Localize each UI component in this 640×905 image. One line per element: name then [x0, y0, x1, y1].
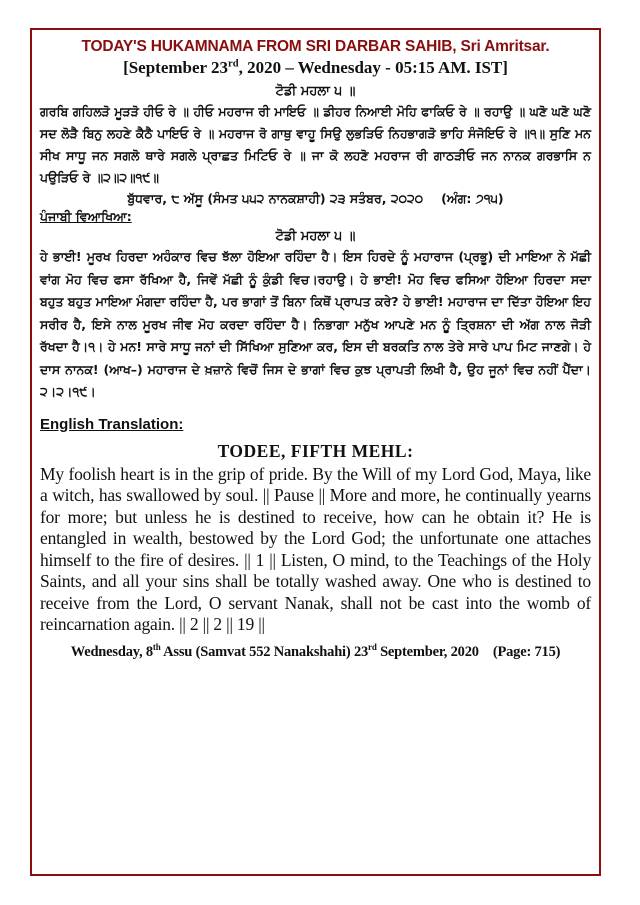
english-date-part3: September, 2020 [376, 643, 479, 660]
page-title: TODAY'S HUKAMNAMA FROM SRI DARBAR SAHIB, Sri Amritsar. [81, 38, 550, 55]
gurbani-raag-heading: ਟੋਡੀ ਮਹਲਾ ੫ ॥ [275, 84, 356, 99]
punjabi-explanation-label: ਪੰਜਾਬੀ ਵਿਆਖਿਆ: [40, 209, 132, 224]
ang-number: (ਅੰਗ: ੭੧੫) [441, 191, 504, 206]
english-date-part2: Assu (Samvat 552 Nanakshahi) 23 [160, 643, 369, 660]
punjabi-date-line [40, 191, 591, 207]
english-translation-text: My foolish heart is in the grip of pride. By the Will of my Lord God, Maya, like a witch, has swallowed by soul. || Pause || More and more, he continually yearns for more; but unless he is destined to receive, how can he obtain it? He is entangled in wealth, bestowed by the Lord God; the unfortunate one attaches himself to the fire of desires. || 1 || Listen, O mind, to the Teachings of the Holy Saints, and all your sins shall be totally washed away. One who is destined to receive from the Lord, O servant Nanak, shall not be cast into the womb of reincarnation again. || 2 || 2 || 19 || [40, 463, 591, 634]
punjabi-explanation-text: ਹੇ ਭਾਈ! ਮੂਰਖ ਹਿਰਦਾ ਅਹੰਕਾਰ ਵਿਚ ਝੱਲਾ ਹੋਇਆ ਰਹਿੰਦਾ ਹੈ। ਇਸ ਹਿਰਦੇ ਨੂੰ ਮਹਾਰਾਜ (ਪ੍ਰਭੂ) ਦੀ ਮਾਇਆ ਨੇ ਮੱਛੀ ਵਾਂਗ ਮੋਹ ਵਿਚ ਫਸਾ ਰੱਖਿਆ ਹੈ, ਜਿਵੇਂ ਮੱਛੀ ਨੂੰ ਕੁੰਡੀ ਵਿਚ।ਰਹਾਉ। ਹੇ ਭਾਈ! ਮੋਹ ਵਿਚ ਫਸਿਆ ਹੋਇਆ ਹਿਰਦਾ ਸਦਾ ਬਹੁਤ ਬਹੁਤ ਮਾਇਆ ਮੰਗਦਾ ਰਹਿੰਦਾ ਹੈ, ਪਰ ਭਾਗਾਂ ਤੋਂ ਬਿਨਾ ਕਿਥੋਂ ਪ੍ਰਾਪਤ ਕਰੇ? ਹੇ ਭਾਈ! ਮਹਾਰਾਜ ਦਾ ਦਿੱਤਾ ਹੋਇਆ ਇਹ ਸਰੀਰ ਹੈ, ਇਸੇ ਨਾਲ ਮੂਰਖ ਜੀਵ ਮੋਹ ਕਰਦਾ ਰਹਿੰਦਾ ਹੈ। ਨਿਭਾਗਾ ਮਨੁੱਖ ਆਪਣੇ ਮਨ ਨੂੰ ਤ੍ਰਿਸ਼ਨਾ ਦੀ ਅੱਗ ਨਾਲ ਜੋੜੀ ਰੱਖਦਾ ਹੈ।੧। ਹੇ ਮਨ! ਸਾਰੇ ਸਾਧੂ ਜਨਾਂ ਦੀ ਸਿੱਖਿਆ ਸੁਣਿਆ ਕਰ, ਇਸ ਦੀ ਬਰਕਤਿ ਨਾਲ ਤੇਰੇ ਸਾਰੇ ਪਾਪ ਮਿਟ ਜਾਣਗੇ। ਹੇ ਦਾਸ ਨਾਨਕ! (ਆਖ–) ਮਹਾਰਾਜ ਦੇ ਖ਼ਜ਼ਾਨੇ ਵਿਚੋਂ ਜਿਸ ਦੇ ਭਾਗਾਂ ਵਿਚ ਕੁਝ ਪ੍ਰਾਪਤੀ ਲਿਖੀ ਹੈ, ਉਹ ਜੂਨਾਂ ਵਿਚ ਨਹੀਂ ਪੈਂਦਾ।੨।੨।੧੯। [40, 249, 591, 399]
english-heading: TODEE, FIFTH MEHL: [217, 440, 414, 461]
header-date-rest: , 2020 – Wednesday - 05:15 AM. IST] [238, 58, 508, 77]
english-date-sup2: rd [368, 641, 377, 652]
gurbani-text: ਗਰਬਿ ਗਹਿਲੜੋ ਮੂੜੜੋ ਹੀਓ ਰੇ ॥ ਹੀਓ ਮਹਰਾਜ ਰੀ ਮਾਇਓ ॥ ਡੀਹਰ ਨਿਆਈ ਮੋਹਿ ਫਾਕਿਓ ਰੇ ॥ ਰਹਾਉ ॥ ਘਣੋ ਘਣੋ ਘਣੋ ਸਦ ਲੋੜੈ ਬਿਨੁ ਲਹਣੇ ਕੈਠੈ ਪਾਇਓ ਰੇ ॥ ਮਹਰਾਜ ਰੋ ਗਾਥੁ ਵਾਹੂ ਸਿਉ ਲੁਭੜਿਓ ਨਿਹਭਾਗੜੋ ਭਾਹਿ ਸੰਜੋਇਓ ਰੇ ॥੧॥ ਸੁਣਿ ਮਨ ਸੀਖ ਸਾਧੂ ਜਨ ਸਗਲੋ ਥਾਰੇ ਸਗਲੇ ਪ੍ਰਾਛਤ ਮਿਟਿਓ ਰੇ ॥ ਜਾ ਕੋ ਲਹਣੋ ਮਹਰਾਜ ਰੀ ਗਾਠੜੀਓ ਜਨ ਨਾਨਕ ਗਰਭਾਸਿ ਨ ਪਉੜਿਓ ਰੇ ॥੨॥੨॥੧੯॥ [40, 104, 591, 185]
english-translation-label: English Translation: [40, 415, 184, 433]
header-date-sup: rd [228, 58, 239, 70]
header-date-part: [September 23 [123, 58, 229, 77]
english-date-line [40, 641, 591, 661]
english-date-part1: Wednesday, 8 [70, 643, 153, 660]
punjabi-date: ਬੁੱਧਵਾਰ, ੮ ਅੱਸੂ (ਸੰਮਤ ੫੫੨ ਨਾਨਕਸ਼ਾਹੀ) ੨੩ ਸਤੰਬਰ, ੨੦੨੦ [127, 191, 424, 206]
page-number: (Page: 715) [492, 643, 561, 660]
english-date-sup1: th [152, 641, 161, 652]
explanation-raag-heading: ਟੋਡੀ ਮਹਲਾ ੫ ॥ [275, 229, 356, 244]
hukamnama-card [30, 28, 601, 876]
header-date [40, 58, 591, 78]
